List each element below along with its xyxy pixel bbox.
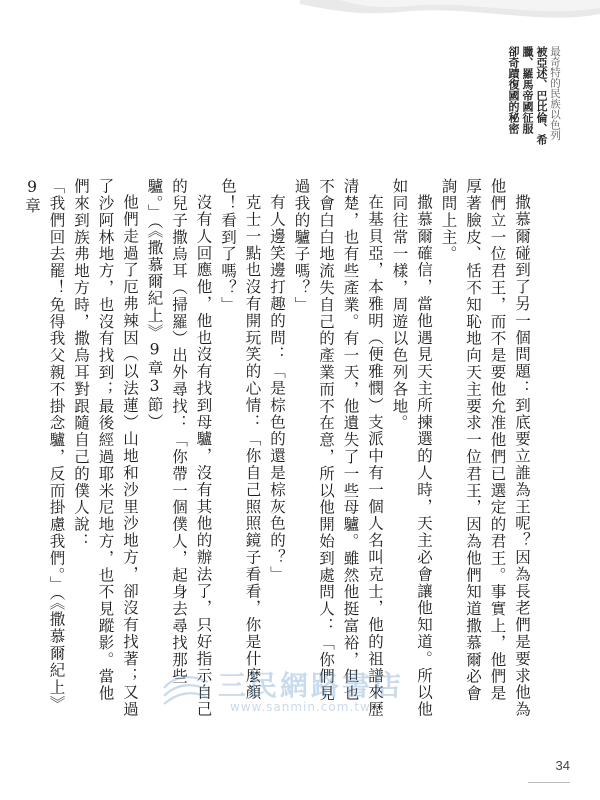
watermark-url: www.sanmin.com.tw <box>230 700 371 714</box>
header-series: 最奇特的民族以色列 <box>549 46 561 141</box>
header-title-line2: 卻奇蹟復國的秘密 <box>507 46 520 134</box>
paragraph-6: 沒有人回應他，他也沒有找到母驢，沒有其他的辦法了，只好指示自己的兒子撒烏耳（掃羅）出外尋找：「你帶一個僕人，起身去尋找那些驢。」（《撒慕爾紀上》9章3節） <box>145 178 213 718</box>
paragraph-3: 在基貝亞，本雅明（便雅憫）支派中有一個人名叫克士，他的祖譜來歷清楚，也有些產業。有一天，他遺失了一些母驢。雖然他挺富裕，但也不會白白地流失自己的產業而不在意，所以他開始到處問人：「你們見過我的驢子嗎？」 <box>292 178 384 718</box>
body-text <box>23 178 534 718</box>
paragraph-5: 克士一點也沒有開玩笑的心情：「你自己照照鏡子看看，你是什麼顏色！看到了嗎？」 <box>219 178 262 701</box>
footer-divider <box>528 782 570 783</box>
paragraph-1: 撒慕爾碰到了另一個問題：到底要立誰為王呢？因為長老們是要求他為他們立一位君王，而不是要他允准他們已選定的君王。事實上，他們是厚著臉皮、恬不知恥地向天主要求一位君王，因為他們知道撒慕爾必會詢問上主。 <box>439 178 531 718</box>
header-wave-ornament <box>300 0 600 28</box>
watermark-title: 三民網路書店 <box>218 669 405 702</box>
paragraph-2: 撒慕爾確信，當他遇見天主所揀選的人時，天主必會讓他知道。所以他如同往常一樣，周遊以色列各地。 <box>390 178 433 718</box>
running-header <box>506 46 562 156</box>
paragraph-7: 他們走過了厄弗辣因（以法蓮）山地和沙里沙地方，卻沒有找著；又過了沙阿林地方，也沒有找到；最後經過耶米尼地方，也不見蹤影。當他們來到族弗地方時，撒烏耳對跟隨自己的僕人說： <box>72 178 139 718</box>
paragraph-8: 「我們回去罷！免得我父親不掛念驢，反而掛慮我們。」（《撒慕爾紀上》9章 <box>23 178 66 713</box>
paragraph-4: 有人邊笑邊打趣的問：「是棕色的還是棕灰色的？」 <box>268 193 286 583</box>
header-title-line1: 被亞述、巴比倫、希臘、羅馬帝國征服 <box>521 46 548 145</box>
page-number: 34 <box>555 758 570 773</box>
